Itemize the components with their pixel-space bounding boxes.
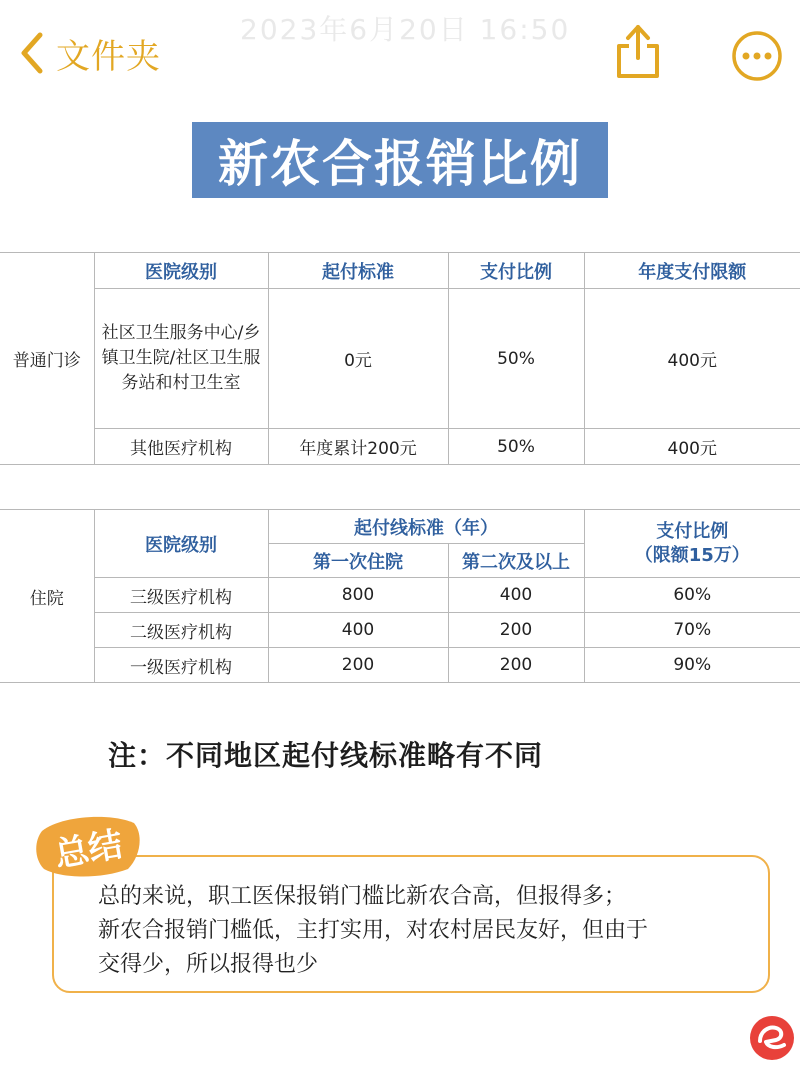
table-cell: 400 (268, 613, 448, 648)
summary-line: 新农合报销门槛低，主打实用，对农村居民友好，但由于 (98, 918, 649, 943)
outpatient-table (0, 252, 800, 465)
summary-badge (32, 813, 144, 879)
table-cell: 二级医疗机构 (94, 613, 268, 648)
column-header: 起付线标准（年） (268, 510, 584, 544)
title-banner (192, 122, 608, 198)
table-cell: 70% (584, 613, 800, 648)
table-cell: 年度累计200元 (268, 429, 448, 465)
app-logo-icon (748, 1014, 796, 1062)
summary-line: 总的来说，职工医保报销门槛比新农合高，但报得多； (98, 884, 627, 909)
column-header: 医院级别 (94, 510, 268, 578)
table-row (0, 429, 800, 465)
table-cell: 200 (448, 648, 584, 683)
table-row (0, 289, 800, 429)
column-header: 支付比例 (448, 253, 584, 289)
column-header: 第二次及以上 (448, 544, 584, 578)
table-row (0, 613, 800, 648)
table-cell: 一级医疗机构 (94, 648, 268, 683)
table-cell: 50% (448, 289, 584, 429)
column-header: 第一次住院 (268, 544, 448, 578)
table-cell: 800 (268, 578, 448, 613)
table-row (0, 578, 800, 613)
column-header (584, 510, 800, 578)
back-button[interactable] (18, 28, 161, 78)
more-icon[interactable] (731, 30, 783, 82)
table-cell: 0元 (268, 289, 448, 429)
column-header: 年度支付限额 (584, 253, 800, 289)
back-label: 文件夹 (56, 36, 161, 77)
table-row (0, 253, 800, 289)
table-cell: 400元 (584, 429, 800, 465)
ghost-date-text: 2023年6月20日 16:50 (240, 13, 571, 46)
outpatient-row-label: 普通门诊 (0, 253, 94, 465)
table-cell: 60% (584, 578, 800, 613)
ratio-header-line1: 支付比例 (656, 520, 729, 542)
table-cell: 其他医疗机构 (94, 429, 268, 465)
top-bar (0, 0, 800, 100)
share-icon[interactable] (612, 22, 664, 80)
column-header: 起付标准 (268, 253, 448, 289)
summary-box (52, 855, 770, 993)
summary-line: 交得少，所以报得也少 (98, 952, 319, 977)
table-cell: 200 (448, 613, 584, 648)
table-cell: 400 (448, 578, 584, 613)
column-header: 医院级别 (94, 253, 268, 289)
table-cell: 200 (268, 648, 448, 683)
table-cell: 400元 (584, 289, 800, 429)
page-title: 新农合报销比例 (218, 135, 582, 193)
table-cell: 50% (448, 429, 584, 465)
ratio-header-line2: （限额15万） (634, 544, 750, 566)
inpatient-table (0, 509, 800, 683)
note-text: 注：不同地区起付线标准略有不同 (108, 739, 544, 772)
inpatient-row-label: 住院 (0, 510, 94, 683)
table-row (0, 510, 800, 544)
summary-badge-label: 总结 (51, 823, 126, 876)
table-cell: 90% (584, 648, 800, 683)
table-row (0, 648, 800, 683)
table-cell: 社区卫生服务中心/乡镇卫生院/社区卫生服务站和村卫生室 (94, 289, 268, 429)
chevron-left-icon (18, 31, 46, 75)
table-cell: 三级医疗机构 (94, 578, 268, 613)
